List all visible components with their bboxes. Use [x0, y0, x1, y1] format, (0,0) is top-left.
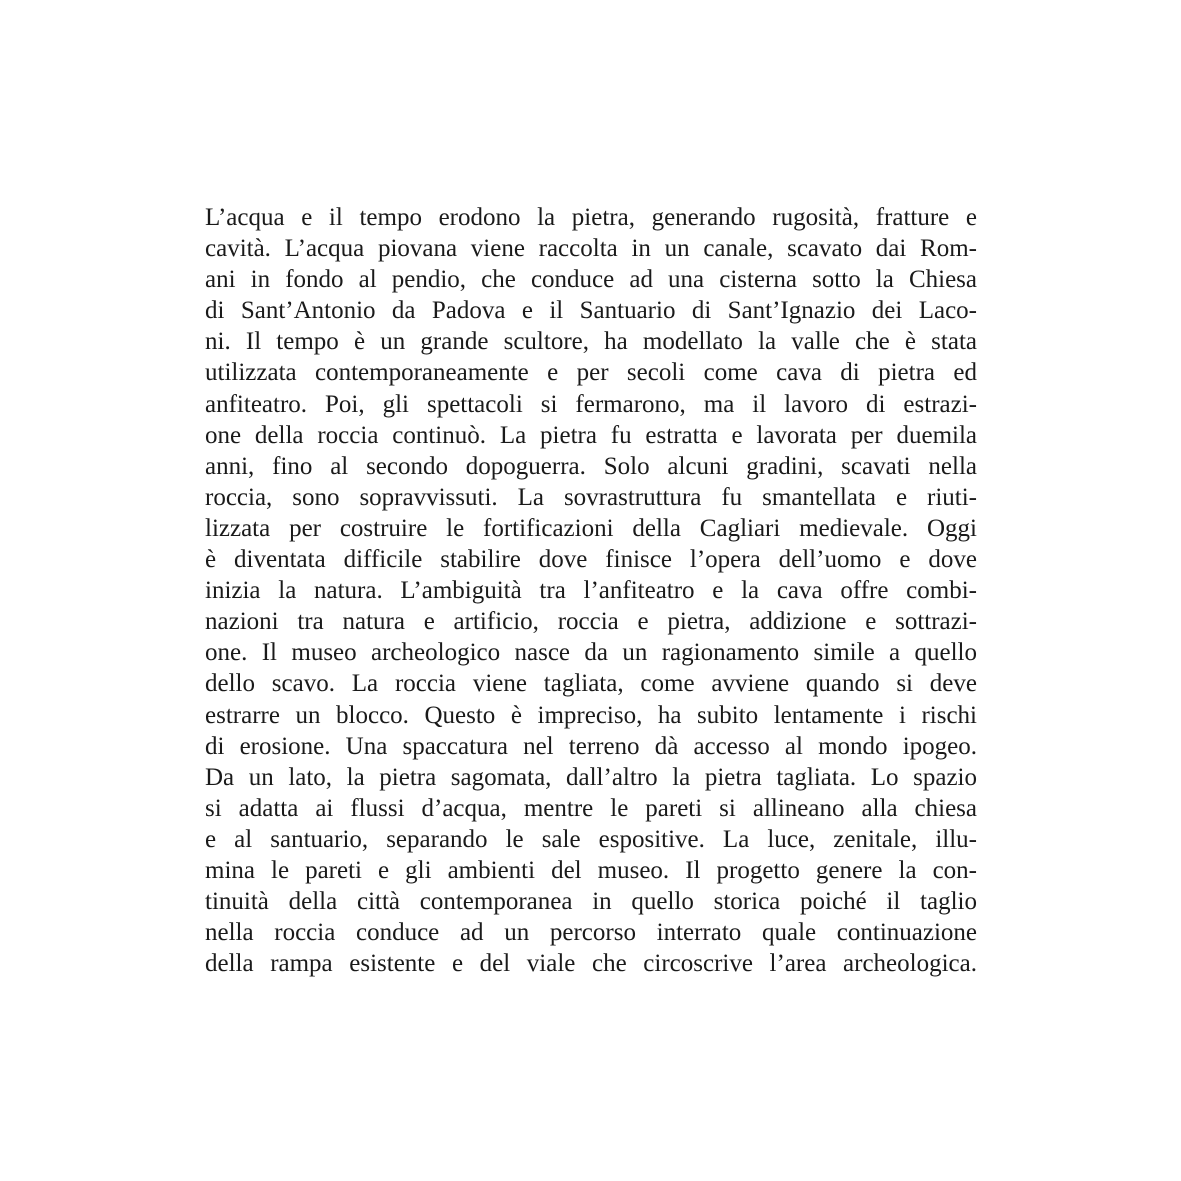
text-line: one della roccia continuò. La pietra fu estratta e lavorata per duemila: [205, 421, 977, 449]
text-line: utilizzata contemporaneamente e per secoli come cava di pietra ed: [205, 359, 977, 387]
text-line: di erosione. Una spaccatura nel terreno dà accesso al mondo ipogeo.: [205, 732, 977, 760]
text-line: anni, fino al secondo dopoguerra. Solo alcuni gradini, scavati nella: [205, 452, 977, 480]
text-line: della rampa esistente e del viale che circoscrive l’area archeologica.: [205, 950, 977, 978]
text-line: L’acqua e il tempo erodono la pietra, generando rugosità, fratture e: [205, 204, 977, 231]
text-line: nazioni tra natura e artificio, roccia e pietra, addizione e sottrazi-: [205, 608, 977, 636]
text-line: ni. Il tempo è un grande scultore, ha modellato la valle che è stata: [205, 328, 977, 356]
text-line: lizzata per costruire le fortificazioni della Cagliari medievale. Oggi: [205, 514, 977, 542]
text-line: tinuità della città contemporanea in quello storica poiché il taglio: [205, 888, 977, 916]
text-line: one. Il museo archeologico nasce da un ragionamento simile a quello: [205, 639, 977, 667]
body-paragraph: [205, 202, 977, 979]
text-line: si adatta ai flussi d’acqua, mentre le pareti si allineano alla chiesa: [205, 794, 977, 822]
text-line: e al santuario, separando le sale espositive. La luce, zenitale, illu-: [205, 825, 977, 853]
text-line: dello scavo. La roccia viene tagliata, come avviene quando si deve: [205, 670, 977, 698]
text-line: roccia, sono sopravvissuti. La sovrastruttura fu smantellata e riuti-: [205, 483, 977, 511]
text-line: cavità. L’acqua piovana viene raccolta in un canale, scavato dai Rom-: [205, 235, 977, 263]
text-line: è diventata difficile stabilire dove finisce l’opera dell’uomo e dove: [205, 546, 977, 574]
text-line: estrarre un blocco. Questo è impreciso, ha subito lentamente i rischi: [205, 701, 977, 729]
text-line: Da un lato, la pietra sagomata, dall’altro la pietra tagliata. Lo spazio: [205, 763, 977, 791]
text-line: nella roccia conduce ad un percorso interrato quale continuazione: [205, 919, 977, 947]
text-line: inizia la natura. L’ambiguità tra l’anfiteatro e la cava offre combi-: [205, 577, 977, 605]
text-line: anfiteatro. Poi, gli spettacoli si fermarono, ma il lavoro di estrazi-: [205, 390, 977, 418]
text-line: mina le pareti e gli ambienti del museo. Il progetto genere la con-: [205, 856, 977, 884]
text-line: di Sant’Antonio da Padova e il Santuario di Sant’Ignazio dei Laco-: [205, 297, 977, 325]
text-line: ani in fondo al pendio, che conduce ad una cisterna sotto la Chiesa: [205, 266, 977, 294]
